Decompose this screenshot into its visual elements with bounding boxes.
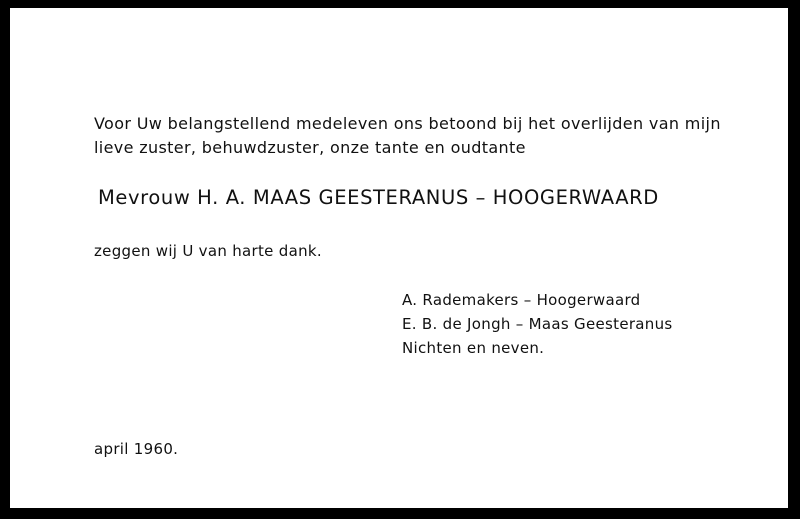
intro-line-1: Voor Uw belangstellend medeleven ons betoond bij het overlijden van mijn: [94, 114, 721, 133]
intro-line-2: lieve zuster, behuwdzuster, onze tante en oudtante: [94, 138, 526, 157]
deceased-name: Mevrouw H. A. MAAS GEESTERANUS – HOOGERWAARD: [98, 186, 659, 209]
mourning-thank-you-card: [10, 8, 788, 508]
thanks-line: zeggen wij U van harte dank.: [94, 242, 322, 260]
date-line: april 1960.: [94, 440, 179, 458]
signatory-1: A. Rademakers – Hoogerwaard: [402, 291, 641, 309]
signatory-2: E. B. de Jongh – Maas Geesteranus: [402, 315, 673, 333]
signatory-3: Nichten en neven.: [402, 339, 545, 357]
